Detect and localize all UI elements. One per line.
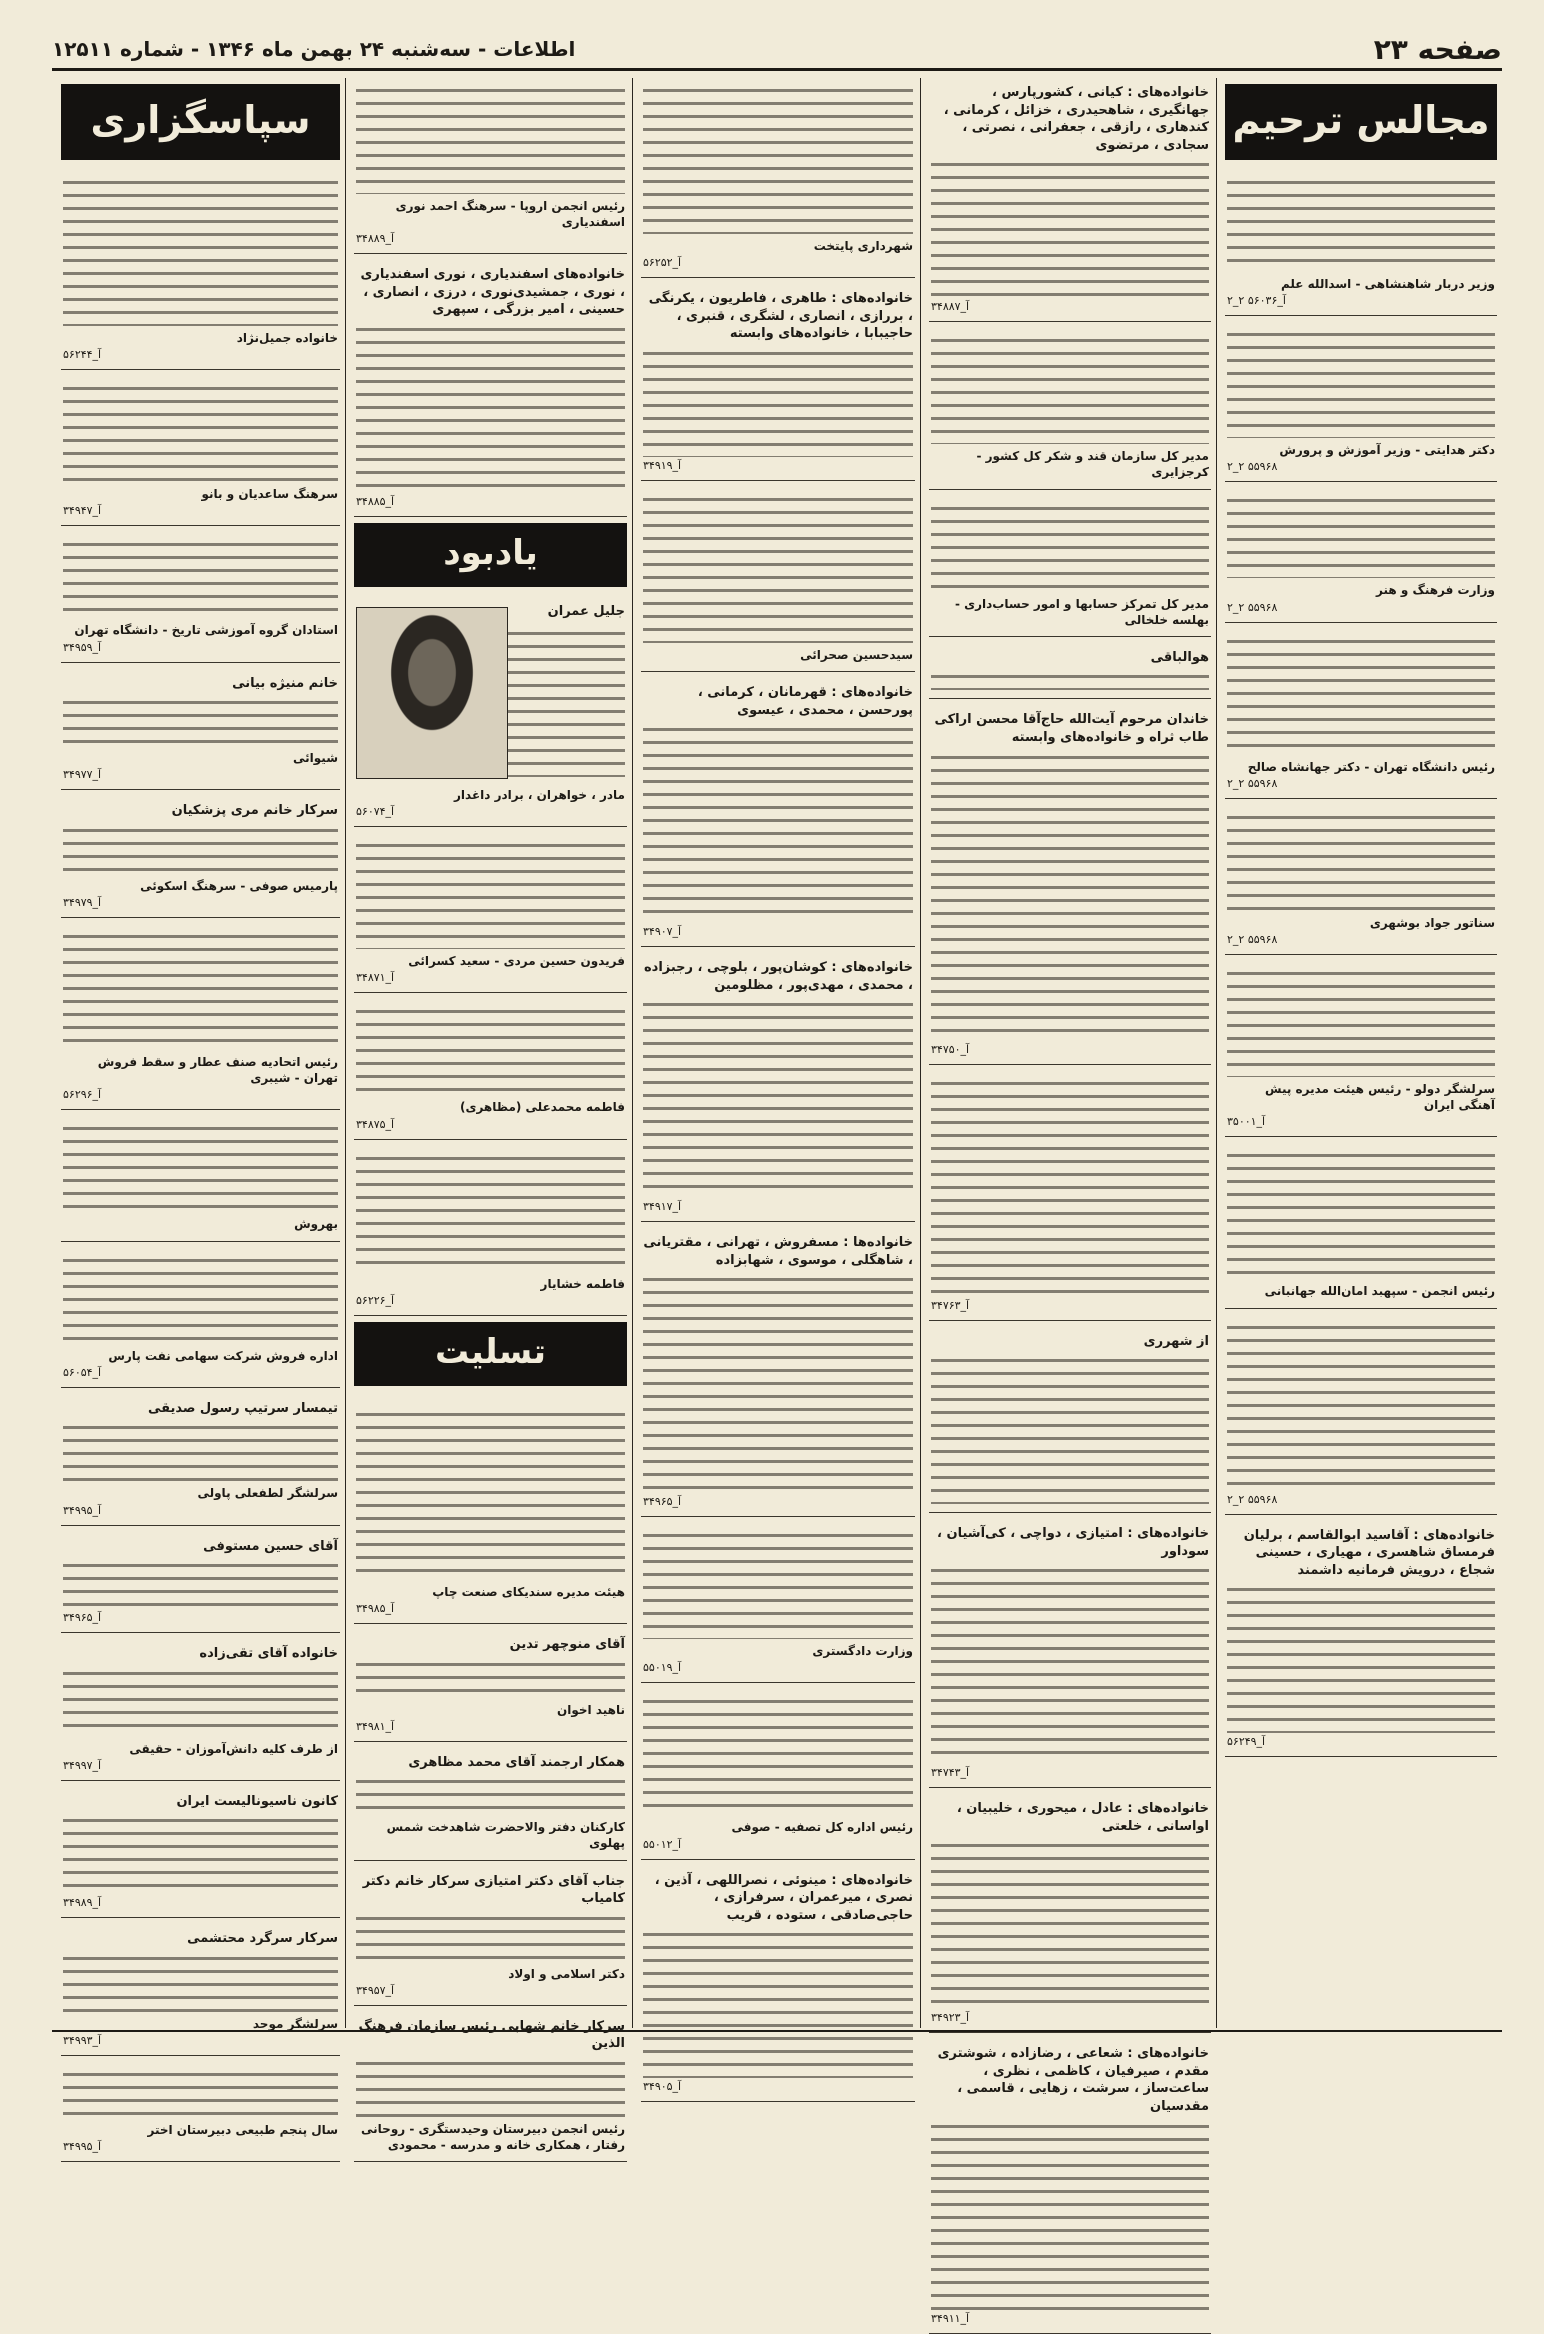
notice-item	[61, 1116, 340, 1241]
notice-signature: وزارت فرهنگ و هنر	[1376, 583, 1495, 598]
notice-title: آقای منوچهر تدین	[509, 1636, 625, 1652]
notice-text	[63, 2068, 338, 2118]
notice-code: آ_۳۴۹۷۹	[63, 896, 102, 910]
notice-text	[356, 1408, 625, 1578]
notice-title: خانواده آقای تقی‌زاده	[199, 1646, 338, 1662]
notice-text	[63, 696, 338, 746]
notice-text	[1227, 811, 1495, 911]
notice-title: همکار ارجمند آقای محمد مظاهری	[408, 1754, 625, 1770]
notice-title: کانون ناسیونالیست ایران	[176, 1793, 338, 1809]
notice-text	[931, 502, 1209, 592]
notice-code: آ_۳۴۸۸۹	[356, 232, 395, 246]
notice-text	[1227, 967, 1495, 1077]
notice-item	[354, 833, 627, 993]
notice-item	[354, 1630, 627, 1742]
notice-code: ۲_۲ ۵۵۹۶۸	[1227, 460, 1278, 474]
column-divider	[1216, 78, 1217, 2028]
notice-code: آ_۳۴۹۹۷	[63, 1758, 102, 1772]
notice-signature: بهروش	[294, 1217, 338, 1232]
notice-text	[356, 1658, 625, 1698]
notice-item	[929, 643, 1211, 700]
notice-text	[1227, 494, 1495, 578]
notice-title: خاندان مرحوم آیت‌الله حاج‌آقا محسن اراکی طاب ثراه و خانواده‌های وابسته	[934, 712, 1209, 746]
notice-item	[929, 1327, 1211, 1514]
notice-signature: سرهنگ ساعدیان و بانو	[201, 487, 338, 502]
notice-text	[63, 930, 338, 1050]
notice-item	[1225, 170, 1497, 316]
notice-text	[1227, 328, 1495, 438]
notice-item	[929, 705, 1211, 1064]
notice-title: خانواده‌های : کیانی ، کشورپارس ، جهانگیری ، شاهحیدری ، خزائل ، کرمانی ، کندهاری ، رازقی ، جعفرانی ، نصرتی ، سجادی ، مرتضوی	[943, 85, 1209, 153]
section-banner-tasliat: تسلیت	[354, 1322, 627, 1386]
notice-code: آ_۵۶۲۲۶	[356, 1293, 395, 1307]
column-gratitude	[56, 78, 345, 2154]
notice-text	[356, 1912, 625, 1962]
notice-item	[641, 284, 915, 481]
paper-dateline: اطلاعات - سه‌شنبه ۲۴ بهمن ماه ۱۳۴۶ - شماره ۱۲۵۱۱	[52, 37, 576, 61]
notice-text	[63, 1421, 338, 1481]
notice-signature: وزیر دربار شاهنشاهی - اسدالله علم	[1280, 277, 1495, 291]
notice-code: آ_۵۵۰۱۲	[643, 1837, 682, 1851]
notice-code: آ_۳۴۸۷۵	[356, 1117, 395, 1131]
notice-title: سرکار خانم شهابی رئیس سازمان فرهنگ الذین	[358, 2018, 625, 2052]
notice-code: آ_۳۴۹۸۱	[356, 1719, 395, 1733]
column-notices-2	[924, 78, 1216, 2325]
notice-signature: رئیس انجمن - سپهبد امان‌الله جهانبانی	[1264, 1284, 1495, 1299]
notice-item	[61, 2062, 340, 2162]
memorial-portrait-photo	[356, 607, 508, 779]
notice-item	[61, 924, 340, 1110]
notice-text	[931, 2120, 1209, 2310]
condolence-notice	[354, 1396, 627, 1624]
notice-signature: شهرداری پایتخت	[813, 239, 913, 253]
notice-code: آ_۵۶۲۹۶	[63, 1088, 102, 1102]
memorial-signature: مادر ، خواهران ، برادر داغدار	[453, 788, 625, 803]
notice-code: آ_۳۴۹۵۷	[356, 1983, 395, 1997]
notice-code: ۲_۲ ۵۵۹۶۸	[1227, 776, 1278, 790]
notice-signature: رئیس اداره کل تصفیه - صوفی	[731, 1820, 913, 1835]
notice-signature: فاطمه خشایار	[540, 1276, 625, 1291]
notice-text	[931, 670, 1209, 690]
notice-signature: سال پنجم طبیعی دبیرستان اختر	[147, 2123, 338, 2138]
notice-code: ۲_۲ ۵۵۹۶۸	[1227, 1492, 1278, 1506]
notice-code: آ_۵۶۲۴۴	[63, 348, 102, 362]
notice-code: آ_۳۴۷۶۳	[931, 1298, 970, 1312]
column-notices-3	[636, 78, 920, 2094]
notice-text	[643, 1695, 913, 1815]
notice-signature: فریدون حسین مردی - سعید کسرائی	[408, 954, 625, 969]
column-divider	[345, 78, 346, 2028]
notice-code: آ_۳۴۹۹۵	[63, 1503, 102, 1517]
notice-title: خانواده‌های : شعاعی ، رضازاده ، شوشتری مقدم ، صیرفیان ، کاظمی ، نظری ، ساعت‌ساز ، سرشت ، زهایی ، قاسمی ، مقدسیان	[937, 2046, 1209, 2114]
notice-item	[1225, 805, 1497, 955]
notice-text	[643, 493, 913, 643]
notice-text	[931, 1839, 1209, 2009]
notice-text	[1227, 176, 1495, 272]
notice-text	[643, 1928, 913, 2078]
notice-code: آ_۳۴۹۵۹	[63, 640, 102, 654]
notice-text	[63, 1952, 338, 2012]
notice-code: آ_۳۴۹۹۳	[63, 2034, 102, 2048]
notice-item	[641, 1228, 915, 1517]
notice-signature: سرلشگر لطفعلی پاولی	[197, 1486, 338, 1501]
notice-code: آ_۵۶۰۵۴	[63, 1365, 102, 1379]
notice-signature: فاطمه محمدعلی (مظاهری)	[459, 1100, 625, 1115]
notice-item	[1225, 322, 1497, 482]
memorial-name: جلیل عمران	[547, 604, 625, 620]
notice-code: آ_۵۵۰۱۹	[643, 1661, 682, 1675]
notice-item	[1225, 961, 1497, 1137]
notice-text	[931, 1564, 1209, 1764]
notice-signature: پارمیس صوفی - سرهنگ اسکوئی	[140, 878, 338, 893]
notice-signature: رئیس انجمن دبیرستان وحیدستگری - روحانی رفتار ، همکاری خانه و مدرسه - محمودی	[361, 2121, 625, 2153]
notice-item	[61, 1394, 340, 1526]
notice-code: آ_۳۴۸۷۱	[356, 971, 395, 985]
notice-item	[929, 78, 1211, 322]
section-banner-sepasgozari: سپاسگزاری	[61, 84, 340, 160]
notice-item	[354, 2012, 627, 2162]
column-divider	[632, 78, 633, 2028]
notice-item	[1225, 1143, 1497, 1308]
notice-item	[641, 78, 915, 278]
notice-text	[63, 176, 338, 326]
notice-code: آ_۳۴۹۴۷	[63, 504, 102, 518]
notice-title: از شهرری	[1143, 1333, 1209, 1349]
notice-title: خانواده‌های : امتیازی ، دواچی ، کی‌آشیان ، سوداور	[937, 1526, 1209, 1559]
notice-code: آ_۳۴۹۸۹	[63, 1896, 102, 1910]
notice-item	[641, 1523, 915, 1683]
notice-code: آ_۳۴۹۱۹	[643, 458, 682, 472]
notice-item	[354, 999, 627, 1139]
notice-text	[63, 538, 338, 618]
notice-text	[63, 1559, 338, 1609]
notice-item	[61, 1787, 340, 1919]
notice-title: خانواده‌های اسفندیاری ، نوری اسفندیاری ، نوری ، جمشیدی‌نوری ، درزی ، انصاری ، حسینی ، امیر بزرگی ، سپهری	[360, 267, 625, 318]
notice-text	[643, 723, 913, 923]
notice-text	[63, 1122, 338, 1212]
notice-item	[1225, 1521, 1497, 1758]
notice-signature: سرلشگر دولو - رئیس هیئت مدیره پیش آهنگی ایران	[1265, 1081, 1495, 1113]
notice-item	[354, 1146, 627, 1316]
page-number: صفحه ۲۳	[1373, 32, 1502, 66]
notice-item	[1225, 488, 1497, 622]
notice-title: خانواده‌های : طاهری ، فاطریون ، یکرنگی ، بررازی ، انصاری ، لشگری ، قنبری ، حاجیبابا ، خانواده‌های وابسته	[648, 291, 913, 342]
notice-text	[63, 1667, 338, 1737]
notice-item	[929, 1071, 1211, 1321]
notice-signature: رئیس انجمن اروپا - سرهنگ احمد نوری اسفندیاری	[395, 199, 625, 230]
notice-item	[61, 1924, 340, 2056]
notice-item	[61, 669, 340, 791]
notice-title: خانواده‌های : کوشان‌پور ، بلوچی ، رجبزاده ، محمدی ، مهدی‌پور ، مظلومین	[643, 960, 913, 993]
notice-signature: کارکنان دفتر والاحضرت شاهدخت شمس پهلوی	[386, 1820, 625, 1851]
column-condolence-ceremonies	[1220, 78, 1502, 2028]
notice-item	[641, 953, 915, 1222]
notice-text	[63, 1814, 338, 1894]
notice-signature: رئیس دانشگاه تهران - دکتر جهانشاه صالح	[1247, 759, 1495, 774]
memorial-notice	[354, 597, 627, 827]
notice-item	[641, 678, 915, 947]
notice-text	[1227, 635, 1495, 755]
notice-text	[643, 1273, 913, 1493]
notice-title: تیمسار سرتیپ رسول صدیقی	[147, 1400, 338, 1416]
notice-text	[356, 1005, 625, 1095]
notice-item	[929, 2039, 1211, 2333]
notice-code: آ_۳۴۹۱۱	[931, 2311, 970, 2325]
notice-code: آ_۳۴۹۱۷	[643, 1200, 682, 1214]
notice-text	[931, 1077, 1209, 1297]
notice-signature: ناهید اخوان	[557, 1702, 625, 1717]
notice-signature: مدیر کل تمرکز حسابها و امور حساب‌داری - بهلسه خلخالی	[954, 596, 1209, 627]
notice-title: سرکار خانم مری پزشکیان	[171, 803, 338, 819]
notice-signature: از طرف کلیه دانش‌آموزان - حقیقی	[129, 1741, 338, 1756]
notice-text	[356, 323, 625, 493]
notice-signature: شیوائی	[293, 751, 338, 766]
notice-item	[354, 1748, 627, 1861]
notice-text	[931, 334, 1209, 444]
notice-text	[356, 84, 625, 194]
notice-text	[643, 998, 913, 1198]
notice-code: آ_۳۴۹۰۵	[643, 2080, 682, 2094]
notice-text	[1227, 1321, 1495, 1491]
notice-item	[1225, 629, 1497, 799]
notice-signature: سناتور جواد بوشهری	[1369, 915, 1495, 930]
notice-item	[354, 1867, 627, 2006]
notice-code: آ_۳۴۹۶۵	[643, 1495, 682, 1509]
notice-text	[356, 839, 625, 949]
notice-text	[356, 1152, 625, 1272]
notice-text	[356, 2057, 625, 2117]
notice-item	[61, 532, 340, 662]
notice-text	[931, 1354, 1209, 1504]
masthead	[52, 32, 1502, 66]
notice-signature: مدیر کل سازمان قند و شکر کل کشور - کرجزایری	[976, 449, 1209, 480]
notice-code: ۲_۲ آ_۵۶۰۳۶	[1227, 294, 1286, 308]
notice-title: آقای حسین مستوفی	[203, 1538, 338, 1554]
notice-title: هوالباقی	[1150, 649, 1209, 665]
section-banner-majales-tarhim: مجالس ترحیم	[1225, 84, 1497, 160]
notice-signature: رئیس اتحادیه صنف عطار و سقط فروش تهران - شیبری	[97, 1055, 338, 1086]
notice-signature: خانواده جمیل‌نژاد	[236, 331, 338, 345]
notice-text	[643, 1529, 913, 1639]
notice-title: خانواده‌های : مینوئی ، نصراللهی ، آذین ، نصری ، میرعمران ، سرفرازی ، حاجی‌صادقی ، ستوده ، قریب	[654, 1872, 913, 1923]
notice-item	[61, 170, 340, 370]
notice-title: خانواده‌های : عادل ، میحوری ، خلیبیان ، اواسانی ، خلعتی	[956, 1801, 1209, 1834]
notice-item	[641, 1689, 915, 1859]
notice-text	[63, 382, 338, 482]
notice-item	[354, 78, 627, 254]
notice-code: آ_۵۶۲۵۲	[643, 256, 682, 270]
notice-text	[1227, 1149, 1495, 1279]
notice-text	[643, 84, 913, 234]
notice-code: آ_۳۴۹۷۷	[63, 768, 102, 782]
notice-code: ۲_۲ ۵۵۹۶۸	[1227, 932, 1278, 946]
notice-text	[356, 1775, 625, 1815]
notice-signature: استادان گروه آموزشی تاریخ - دانشگاه تهران	[74, 623, 338, 638]
notice-item	[929, 328, 1211, 489]
notice-title: سرکار سرگرد محتشمی	[187, 1931, 338, 1947]
notice-item	[354, 260, 627, 517]
notice-signature: اداره فروش شرکت سهامی نفت پارس	[108, 1348, 338, 1363]
notice-code: آ_۳۴۹۸۵	[356, 1601, 395, 1615]
notice-signature: سرلشگر موحد	[252, 2016, 338, 2031]
column-notices-4	[349, 78, 632, 2153]
notice-code: آ_۳۴۷۴۳	[931, 1766, 970, 1780]
notice-signature: دکتر هدایتی - وزیر آموزش و پرورش	[1279, 443, 1495, 458]
notice-signature: وزارت دادگستری	[812, 1644, 913, 1659]
notice-code: آ_۳۴۷۵۰	[931, 1042, 970, 1056]
notice-item	[1225, 1315, 1497, 1515]
notice-text	[931, 158, 1209, 298]
notice-code: ۲_۲ ۵۵۹۶۸	[1227, 600, 1278, 614]
notice-text	[1227, 1583, 1495, 1733]
notice-code: آ_۳۴۹۲۳	[931, 2011, 970, 2025]
notice-code: آ_۳۴۹۹۵	[63, 2140, 102, 2154]
notice-code: آ_۳۵۰۰۱	[1227, 1115, 1266, 1129]
notice-item	[61, 1639, 340, 1781]
notice-signature: هیئت مدیره سندیکای صنعت چاپ	[432, 1584, 625, 1599]
notice-signature: دکتر اسلامی و اولاد	[508, 1966, 625, 1981]
notice-item	[929, 1794, 1211, 2033]
notice-code: آ_۵۶۲۴۹	[1227, 1735, 1266, 1749]
notice-item	[929, 496, 1211, 637]
notice-signature: سیدحسین صحرائی	[800, 647, 913, 662]
masthead-rule	[52, 68, 1502, 71]
notice-code: آ_۳۴۹۰۷	[643, 925, 682, 939]
notice-code: آ_۳۴۸۸۷	[931, 300, 970, 314]
notice-title: خانواده‌های : آقاسید ابوالقاسم ، برلیان فرمساق شاهسری ، مهیاری ، حسینی شجاع ، درویش فرمانیه داشمند	[1243, 1527, 1495, 1578]
notice-title: خانواده‌های : قهرمانان ، کرمانی ، پورحسن ، محمدی ، عیسوی	[697, 685, 913, 718]
notice-item	[929, 1519, 1211, 1788]
notice-title: خانواده‌ها : مسفروش ، تهرانی ، مقتریانی ، شاهگلی ، موسوی ، شهابزاده	[643, 1235, 913, 1268]
notice-text	[63, 1254, 338, 1344]
column-divider	[920, 78, 921, 2028]
notice-title: جناب آقای دکتر امتیازی سرکار خانم دکتر کامیاب	[362, 1873, 625, 1907]
notice-item	[641, 487, 915, 672]
memorial-code: آ_۵۶۰۷۴	[356, 805, 395, 819]
section-banner-yadbud: یادبود	[354, 523, 627, 587]
notice-code: آ_۳۴۹۶۵	[63, 1611, 102, 1625]
notice-item	[61, 1248, 340, 1388]
notice-item	[61, 1532, 340, 1634]
notice-title: خانم منیژه بیانی	[232, 675, 338, 691]
notice-text	[643, 347, 913, 457]
notice-item	[641, 1866, 915, 2103]
notice-item	[61, 796, 340, 918]
notice-text	[63, 824, 338, 874]
notice-text	[931, 751, 1209, 1041]
notice-item	[61, 376, 340, 526]
notice-code: آ_۳۴۸۸۵	[356, 495, 395, 509]
